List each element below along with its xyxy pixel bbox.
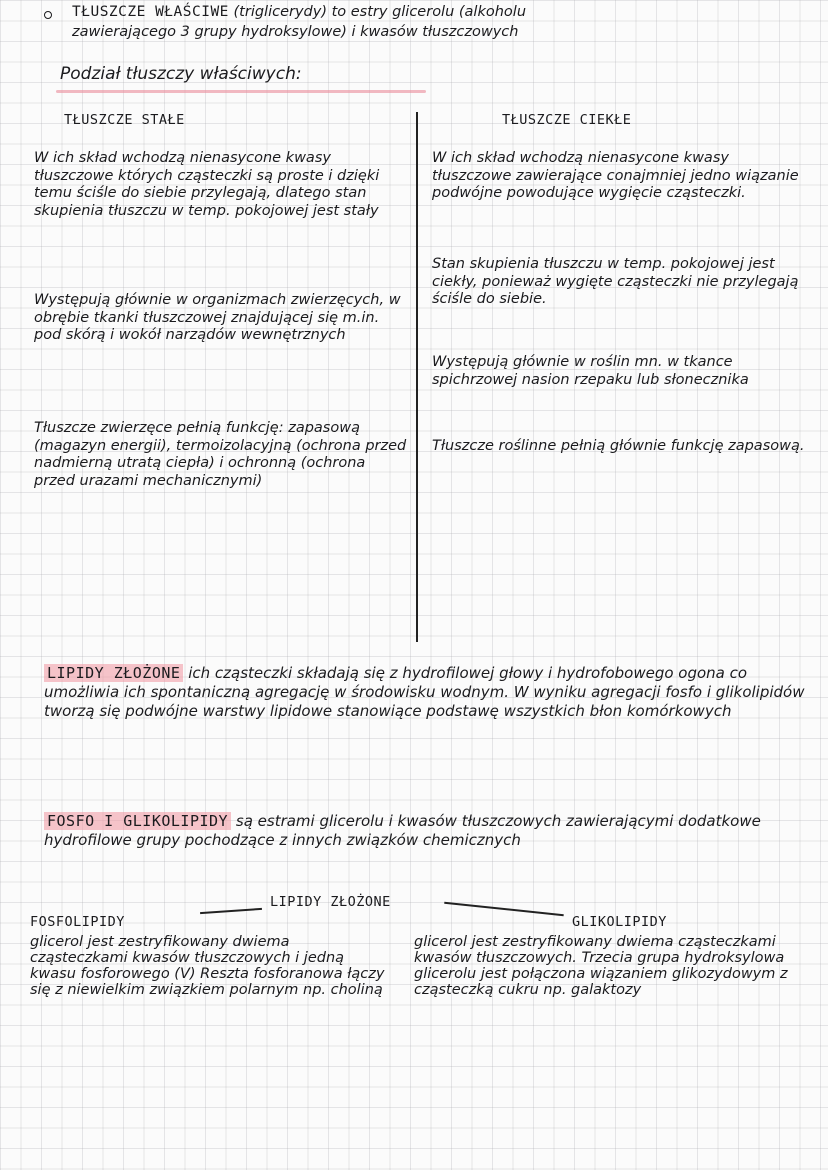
complex-lipids-paragraph xyxy=(44,664,812,721)
diagram-right-branch xyxy=(444,902,563,916)
glycolipids-text: glicerol jest zestryfikowany dwiema cząsteczkami kwasów tłuszczowych. Trzecia grupa hydroksylowa glicerolu jest połączona wiązaniem glikozydowym z cząsteczką cukru np. galaktozy xyxy=(414,934,788,998)
phospho-glyco-paragraph xyxy=(44,812,812,850)
liquid-fats-heading: TŁUSZCZE CIEKŁE xyxy=(502,112,632,128)
glycolipids-heading: GLIKOLIPIDY xyxy=(572,914,667,930)
phospho-glyco-text: są estrami glicerolu i kwasów tłuszczowych zawierającymi dodatkowe hydrofilowe grupy pochodzące z innych związków chemicznych xyxy=(44,812,761,849)
division-heading-underline xyxy=(56,90,426,93)
complex-lipids-text: ich cząsteczki składają się z hydrofilowej głowy i hydrofobowego ogona co umożliwia ich spontaniczną agregację w środowisku wodnym. W wyniku agregacji fosfo i glikolipidów tworzą się podwójne warstwy lipidowe stanowiące podstawę wszystkich błon komórkowych xyxy=(44,664,805,720)
phospholipids-text: glicerol jest zestryfikowany dwiema cząsteczkami kwasów tłuszczowych i jedną kwasu fosforowego (V) Reszta fosforanowa łączy się z niewielkim związkiem polarnym np. choliną xyxy=(30,934,385,998)
solid-fats-p2: Występują głównie w organizmach zwierzęcych, w obrębie tkanki tłuszczowej znajdującej się m.in. pod skórą i wokół narządów wewnętrznych xyxy=(34,292,401,343)
column-divider xyxy=(416,112,418,642)
solid-fats-heading: TŁUSZCZE STAŁE xyxy=(64,112,185,128)
diagram-center-label: LIPIDY ZŁOŻONE xyxy=(270,894,391,910)
bullet-point-icon xyxy=(44,11,52,19)
intro-line-1 xyxy=(72,4,802,22)
liquid-fats-p2: Stan skupienia tłuszczu w temp. pokojowej jest ciekły, ponieważ wygięte cząsteczki nie przylegają ściśle do siebie. xyxy=(432,256,799,307)
liquid-fats-p3: Występują głównie w roślin mn. w tkance spichrzowej nasion rzepaku lub słonecznika xyxy=(432,354,749,388)
division-heading: Podział tłuszczy właściwych: xyxy=(60,64,302,84)
phospholipids-heading: FOSFOLIPIDY xyxy=(30,914,125,930)
phospho-glyco-term: FOSFO I GLIKOLIPIDY xyxy=(44,812,231,830)
intro-rest: (triglicerydy) to estry glicerolu (alkoholu xyxy=(233,4,527,20)
liquid-fats-p4: Tłuszcze roślinne pełnią głównie funkcję zapasową. xyxy=(432,438,805,454)
liquid-fats-p1: W ich skład wchodzą nienasycone kwasy tłuszczowe zawierające conajmniej jedno wiązanie podwójne powodujące wygięcie cząsteczki. xyxy=(432,150,799,201)
diagram-left-branch xyxy=(200,908,262,914)
complex-lipids-term: LIPIDY ZŁOŻONE xyxy=(44,664,183,682)
intro-term: TŁUSZCZE WŁAŚCIWE xyxy=(72,4,229,20)
solid-fats-p3: Tłuszcze zwierzęce pełnią funkcję: zapasową (magazyn energii), termoizolacyjną (ochrona przed nadmierną utratą ciepła) i ochronną (ochrona przed urazami mechanicznymi) xyxy=(34,420,407,489)
solid-fats-p1: W ich skład wchodzą nienasycone kwasy tłuszczowe których cząsteczki są proste i dzięki temu ściśle do siebie przylegają, dlatego stan skupienia tłuszczu w temp. pokojowej jest stały xyxy=(34,150,380,219)
intro-line-2: zawierającego 3 grupy hydroksylowe) i kwasów tłuszczowych xyxy=(72,24,519,40)
